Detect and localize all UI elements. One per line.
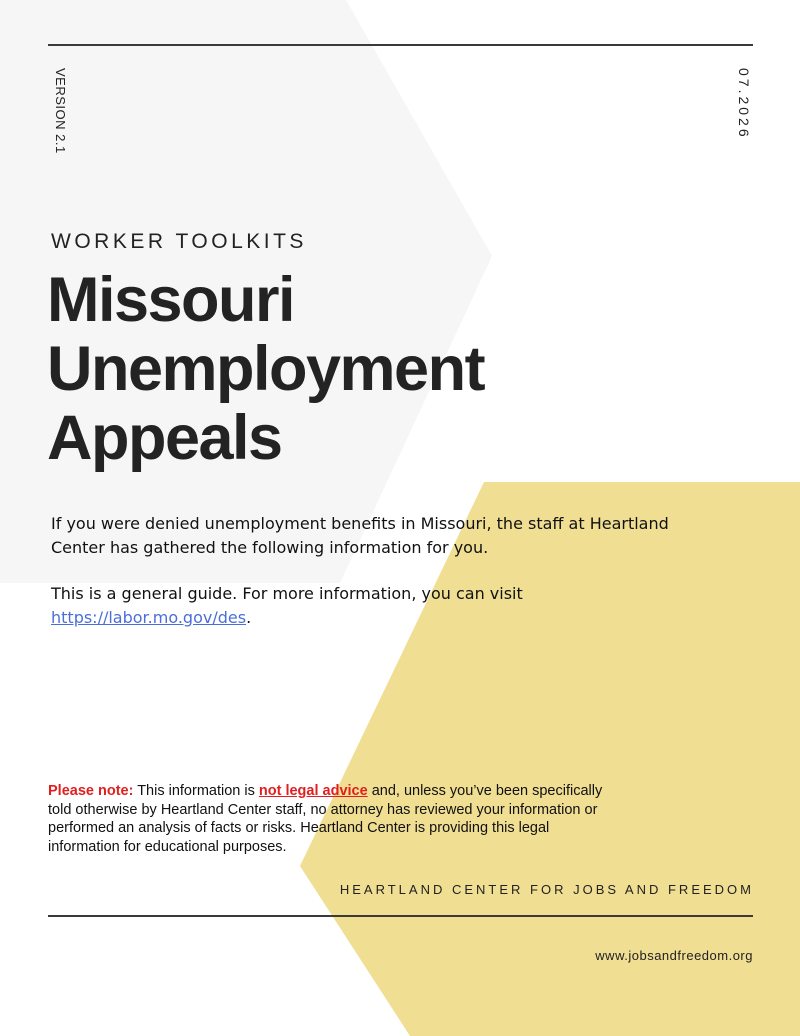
page-title bbox=[47, 266, 484, 473]
title-line-2: Unemployment bbox=[47, 334, 485, 404]
bottom-divider bbox=[48, 915, 753, 917]
note-text-before: This information is bbox=[133, 783, 259, 799]
intro-paragraph-1: If you were denied unemployment benefits in Missouri, the staff at Heartland Center has gathered the following information for you. bbox=[51, 514, 669, 557]
legal-disclaimer bbox=[48, 782, 608, 856]
date-label: 07.2026 bbox=[736, 68, 752, 140]
website-url: www.jobsandfreedom.org bbox=[595, 948, 753, 963]
title-line-1: Missouri bbox=[47, 265, 295, 335]
note-text-after: and, unless you’ve been specifically told otherwise by Heartland Center staff, no attorney has reviewed your information or performed an analysis of facts or risks. Heartland Center is providing this legal information for educational purposes. bbox=[48, 783, 603, 855]
title-line-3: Appeals bbox=[47, 403, 282, 473]
note-label: Please note: bbox=[48, 783, 134, 799]
organization-name: HEARTLAND CENTER FOR JOBS AND FREEDOM bbox=[339, 882, 754, 897]
section-kicker: WORKER TOOLKITS bbox=[51, 230, 307, 253]
intro-paragraph-2 bbox=[51, 582, 671, 629]
not-legal-advice-emphasis: not legal advice bbox=[258, 783, 368, 799]
version-label: VERSION 2.1 bbox=[53, 68, 68, 154]
intro-paragraph-2-text: This is a general guide. For more information, you can visit bbox=[51, 584, 523, 603]
intro-paragraph-2-end: . bbox=[246, 607, 252, 627]
des-link[interactable]: https://labor.mo.gov/des bbox=[51, 607, 247, 627]
top-divider bbox=[48, 44, 753, 46]
intro-text bbox=[51, 512, 671, 652]
